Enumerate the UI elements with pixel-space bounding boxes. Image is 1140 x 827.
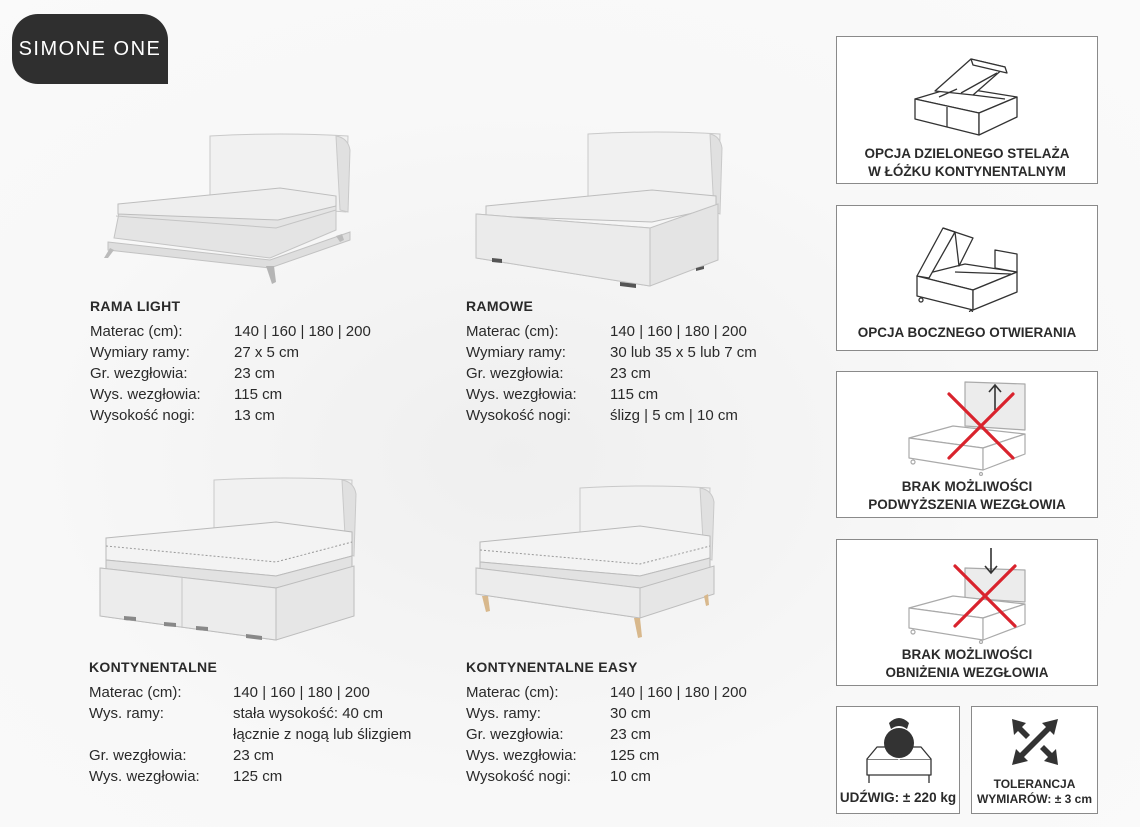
feature-load-capacity	[836, 706, 960, 814]
no-headboard-lower-icon	[903, 546, 1033, 644]
product-title: SIMONE ONE	[18, 37, 162, 60]
feature-split-frame	[836, 36, 1098, 184]
bed-image-rama-light	[100, 130, 360, 290]
feature-tolerance	[971, 706, 1098, 814]
bed-image-kontynentalne-easy	[474, 484, 724, 644]
feature-label: UDŹWIG: ± 220 kg	[839, 790, 957, 805]
product-title-tab	[12, 14, 168, 84]
spec-row: Wysokość nogi: 13 cm	[90, 407, 275, 424]
bed-name: KONTYNENTALNE	[89, 659, 218, 675]
side-opening-bed-icon	[913, 220, 1025, 312]
spec-row: Materac (cm): 140 | 160 | 180 | 200	[466, 323, 747, 340]
feature-label: OPCJA BOCZNEGO OTWIERANIA	[857, 325, 1077, 340]
no-headboard-raise-icon	[903, 380, 1033, 476]
kettlebell-load-icon	[861, 711, 937, 787]
spec-row: Gr. wezgłowia: 23 cm	[466, 365, 651, 382]
feature-label: BRAK MOŻLIWOŚCI OBNIŻENIA WEZGŁOWIA	[885, 647, 1049, 680]
spec-row: Wys. ramy: stała wysokość: 40 cm	[89, 705, 384, 722]
spec-row: Wys. wezgłowia: 115 cm	[466, 386, 659, 403]
feature-label: BRAK MOŻLIWOŚCI PODWYŻSZENIA WEZGŁOWIA	[868, 479, 1066, 512]
spec-ramowe	[466, 296, 757, 426]
spec-row: Wymiary ramy: 30 lub 35 x 5 lub 7 cm	[466, 344, 757, 361]
bed-image-ramowe	[470, 130, 730, 290]
spec-rama-light	[90, 296, 371, 426]
tolerance-arrows-icon	[1008, 715, 1062, 769]
feature-label: OPCJA DZIELONEGO STELAŻA W ŁÓŻKU KONTYNENTALNYM	[864, 146, 1070, 179]
feature-no-headboard-raise	[836, 371, 1098, 518]
spec-row: Wys. wezgłowia: 125 cm	[89, 768, 283, 785]
spec-row: Wysokość nogi: 10 cm	[466, 768, 651, 785]
spec-kontynentalne	[89, 657, 411, 787]
spec-row: Gr. wezgłowia: 23 cm	[89, 747, 274, 764]
spec-row: Wys. ramy: 30 cm	[466, 705, 651, 722]
bed-image-kontynentalne	[96, 476, 366, 646]
spec-kontynentalne-easy	[466, 657, 747, 787]
feature-side-opening	[836, 205, 1098, 351]
spec-row: Wys. wezgłowia: 125 cm	[466, 747, 660, 764]
split-storage-bed-icon	[913, 49, 1025, 141]
spec-row: Wymiary ramy: 27 x 5 cm	[90, 344, 300, 361]
spec-row: Materac (cm): 140 | 160 | 180 | 200	[466, 684, 747, 701]
bed-name: KONTYNENTALNE EASY	[466, 659, 638, 675]
spec-row: łącznie z nogą lub ślizgiem	[233, 726, 412, 743]
spec-row: Gr. wezgłowia: 23 cm	[90, 365, 275, 382]
spec-row: Materac (cm): 140 | 160 | 180 | 200	[90, 323, 371, 340]
feature-no-headboard-lower	[836, 539, 1098, 686]
spec-row: Materac (cm): 140 | 160 | 180 | 200	[89, 684, 370, 701]
bed-name: RAMA LIGHT	[90, 298, 181, 314]
spec-row: Gr. wezgłowia: 23 cm	[466, 726, 651, 743]
feature-label: TOLERANCJA WYMIARÓW: ± 3 cm	[976, 777, 1093, 806]
spec-row: Wys. wezgłowia: 115 cm	[90, 386, 283, 403]
bed-name: RAMOWE	[466, 298, 534, 314]
spec-row: Wysokość nogi: ślizg | 5 cm | 10 cm	[466, 407, 738, 424]
